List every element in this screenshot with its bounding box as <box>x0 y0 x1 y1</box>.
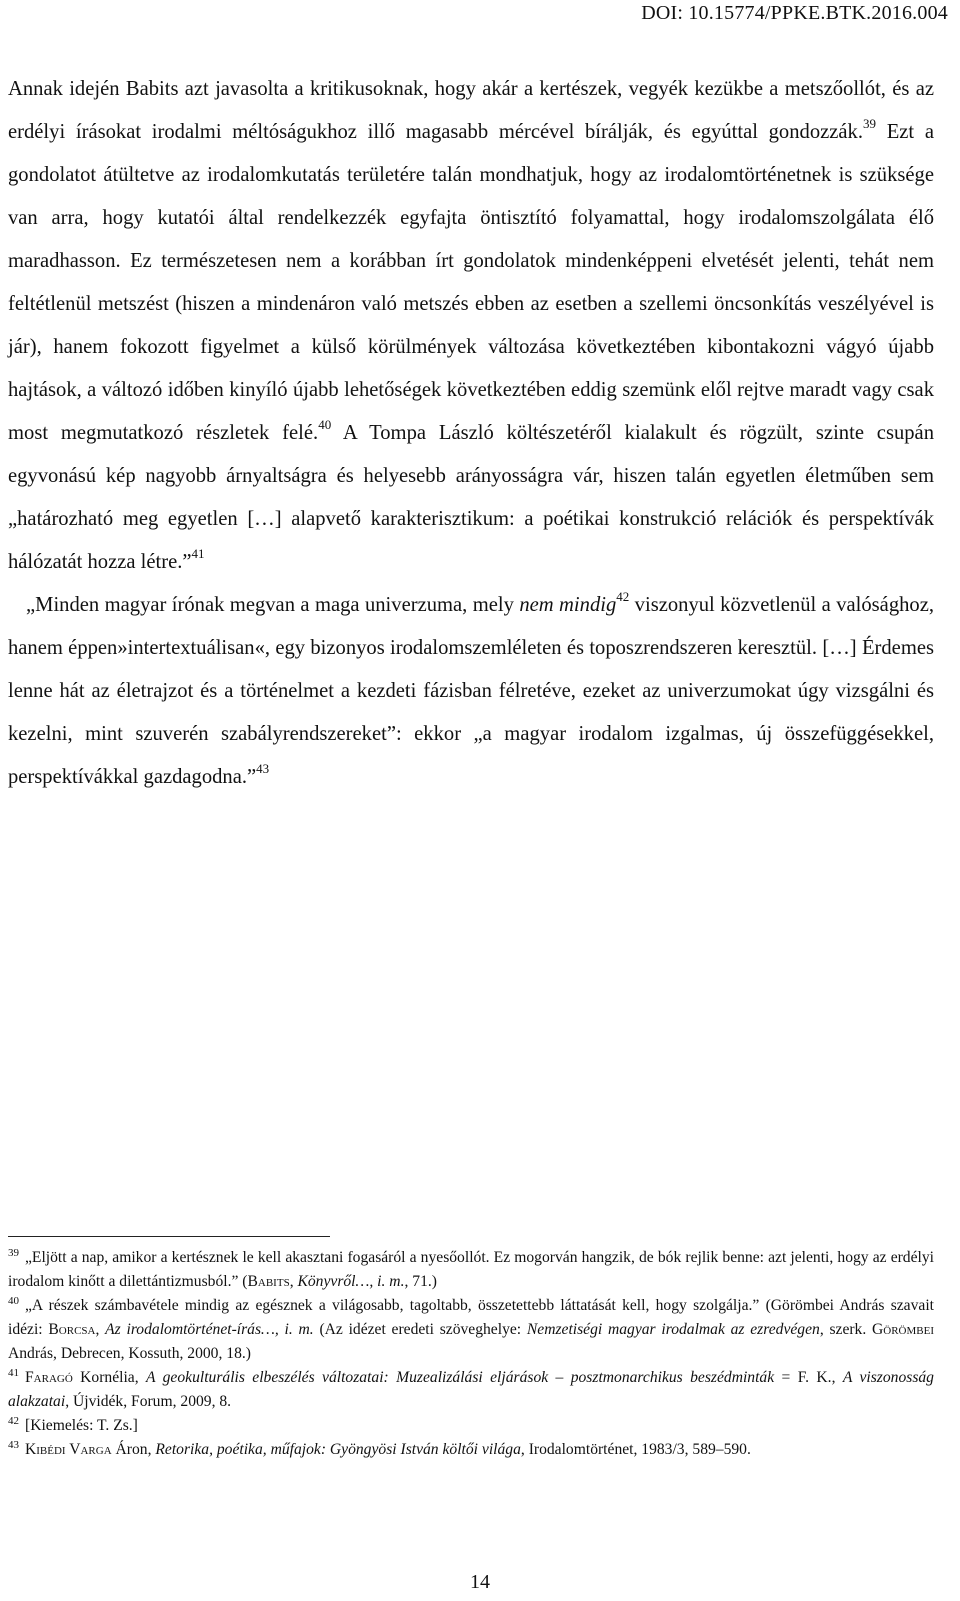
main-text <box>8 68 934 799</box>
footnote-text: , 71.) <box>404 1273 437 1290</box>
author-name: Borcsa <box>48 1321 96 1338</box>
footnote-ref-41[interactable]: 41 <box>191 546 205 562</box>
footnote-text: „A részek számbavétele mindig az egésznek a világosabb, tagoltabb, összetettebb láttatását kell, hogy szolgálja.” (Görömbei András szavait idézi: <box>8 1297 934 1338</box>
footnote-number: 39 <box>8 1246 19 1259</box>
work-title: A viszonosság alakzatai <box>8 1369 934 1410</box>
author-name: Kibédi Varga <box>25 1441 112 1458</box>
footnote-text: , Irodalomtörténet, 1983/3, 589–590. <box>520 1441 751 1458</box>
footnote-divider <box>8 1236 330 1237</box>
footnote-41 <box>8 1366 934 1414</box>
footnote-text: Áron, <box>111 1441 156 1458</box>
doi-header: DOI: 10.15774/PPKE.BTK.2016.004 <box>641 2 948 24</box>
footnote-text: = F. K., <box>774 1369 843 1386</box>
paragraph-1 <box>8 68 934 584</box>
work-title: Az irodalomtörténet-írás…, i. m. <box>105 1321 314 1338</box>
footnote-42 <box>8 1414 934 1438</box>
p2-emphasis: nem mindig <box>519 594 617 616</box>
p2-text-2: viszonyul közvetlenül a valósághoz, hanem éppen»intertextuálisan«, egy bizonyos irodalomszemléleten és toposzrendszeren keresztül. […] Érdemes lenne hát az életrajzot és a történelmet a kezdeti fázisban félretéve, ezeket az univerzumokat úgy vizsgálni és kezelni, mint szuverén szabályrendszereket”: ekkor „a magyar irodalom izgalmas, új összefüggésekkel, perspektívákkal gazdagodna.” <box>8 594 934 788</box>
p1-text-2: Ezt a gondolatot átültetve az irodalomkutatás területére talán mondhatjuk, hogy az irodalomtörténetnek is szüksége van arra, hogy kutatói által rendelkezzék egyfajta öntisztító folyamattal, hogy irodalomszolgálata élő maradhasson. Ez természetesen nem a korábban írt gondolatok mindenképpeni elvetését jelenti, tehát nem feltétlenül metszést (hiszen a mindenáron való metszés ebben az esetben a szellemi öncsonkítás veszélyével is jár), hanem fokozott figyelmet a külső körülmények változása következtében kibontakozni vágyó újabb hajtások, a változó időben kinyíló újabb lehetőségek következtében eddig szemünk elől rejtve maradt vagy csak most megmutatkozó részletek felé. <box>8 121 934 444</box>
footnote-number: 41 <box>8 1366 19 1379</box>
paragraph-2 <box>8 584 934 799</box>
footnote-text: (Az idézet eredeti szöveghelye: <box>313 1321 527 1338</box>
footnote-ref-40[interactable]: 40 <box>318 417 332 433</box>
footnote-ref-39[interactable]: 39 <box>863 116 876 132</box>
footnote-text: „Eljött a nap, amikor a kertésznek le kell akasztani fogasáról a nyesőollót. Ez mogorván hangzik, de bók rejlik benne: azt jelenti, hogy az erdélyi irodalom kinőtt a dilettántizmusból.” ( <box>8 1249 934 1290</box>
work-title: Könyvről…, i. m. <box>297 1273 405 1290</box>
footnote-number: 43 <box>8 1438 19 1451</box>
author-name: Faragó <box>25 1369 73 1386</box>
footnote-ref-43[interactable]: 43 <box>256 761 270 777</box>
p2-text-1: „Minden magyar írónak megvan a maga univerzuma, mely <box>26 594 520 616</box>
footnote-text: , szerk. <box>819 1321 873 1338</box>
footnote-43 <box>8 1438 934 1462</box>
work-title: Retorika, poétika, műfajok: Gyöngyösi István költői világa <box>155 1441 521 1458</box>
editor-name: Görömbei <box>872 1321 935 1338</box>
p1-text-3: A Tompa László költészetéről kialakult és rögzült, szinte csupán egyvonású kép nagyobb árnyaltságra és helyesebb arányosságra vár, hiszen talán egyetlen életműben sem „határozható meg egyetlen […] alapvető karakterisztikum: a poétikai konstrukció relációk és perspektívák hálózatát hozza létre.” <box>8 422 934 573</box>
footnote-40 <box>8 1294 934 1366</box>
work-title: Nemzetiségi magyar irodalmak az ezredvégen <box>526 1321 820 1338</box>
footnote-text: András, Debrecen, Kossuth, 2000, 18.) <box>8 1345 251 1362</box>
footnote-number: 42 <box>8 1414 19 1427</box>
footnote-ref-42[interactable]: 42 <box>616 589 630 605</box>
footnote-text: [Kiemelés: T. Zs.] <box>25 1417 138 1434</box>
author-name: Babits <box>247 1273 290 1290</box>
footnote-text: Kornélia, <box>72 1369 147 1386</box>
footnote-text: , Újvidék, Forum, 2009, 8. <box>65 1393 232 1410</box>
footnote-text: , <box>95 1321 106 1338</box>
footnotes <box>8 1246 934 1462</box>
work-title: A geokulturális elbeszélés változatai: Muzealizálási eljárások – posztmonarchikus beszédminták <box>146 1369 775 1386</box>
page-number: 14 <box>470 1571 490 1593</box>
footnote-39 <box>8 1246 934 1294</box>
footnote-number: 40 <box>8 1294 19 1307</box>
footnote-text: , <box>289 1273 298 1290</box>
p1-text-1: Annak idején Babits azt javasolta a kritikusoknak, hogy akár a kertészek, vegyék kezükbe a metszőollót, és az erdélyi írásokat irodalmi méltóságukhoz illő magasabb mércével bírálják, és egyúttal gondozzák. <box>8 78 934 143</box>
